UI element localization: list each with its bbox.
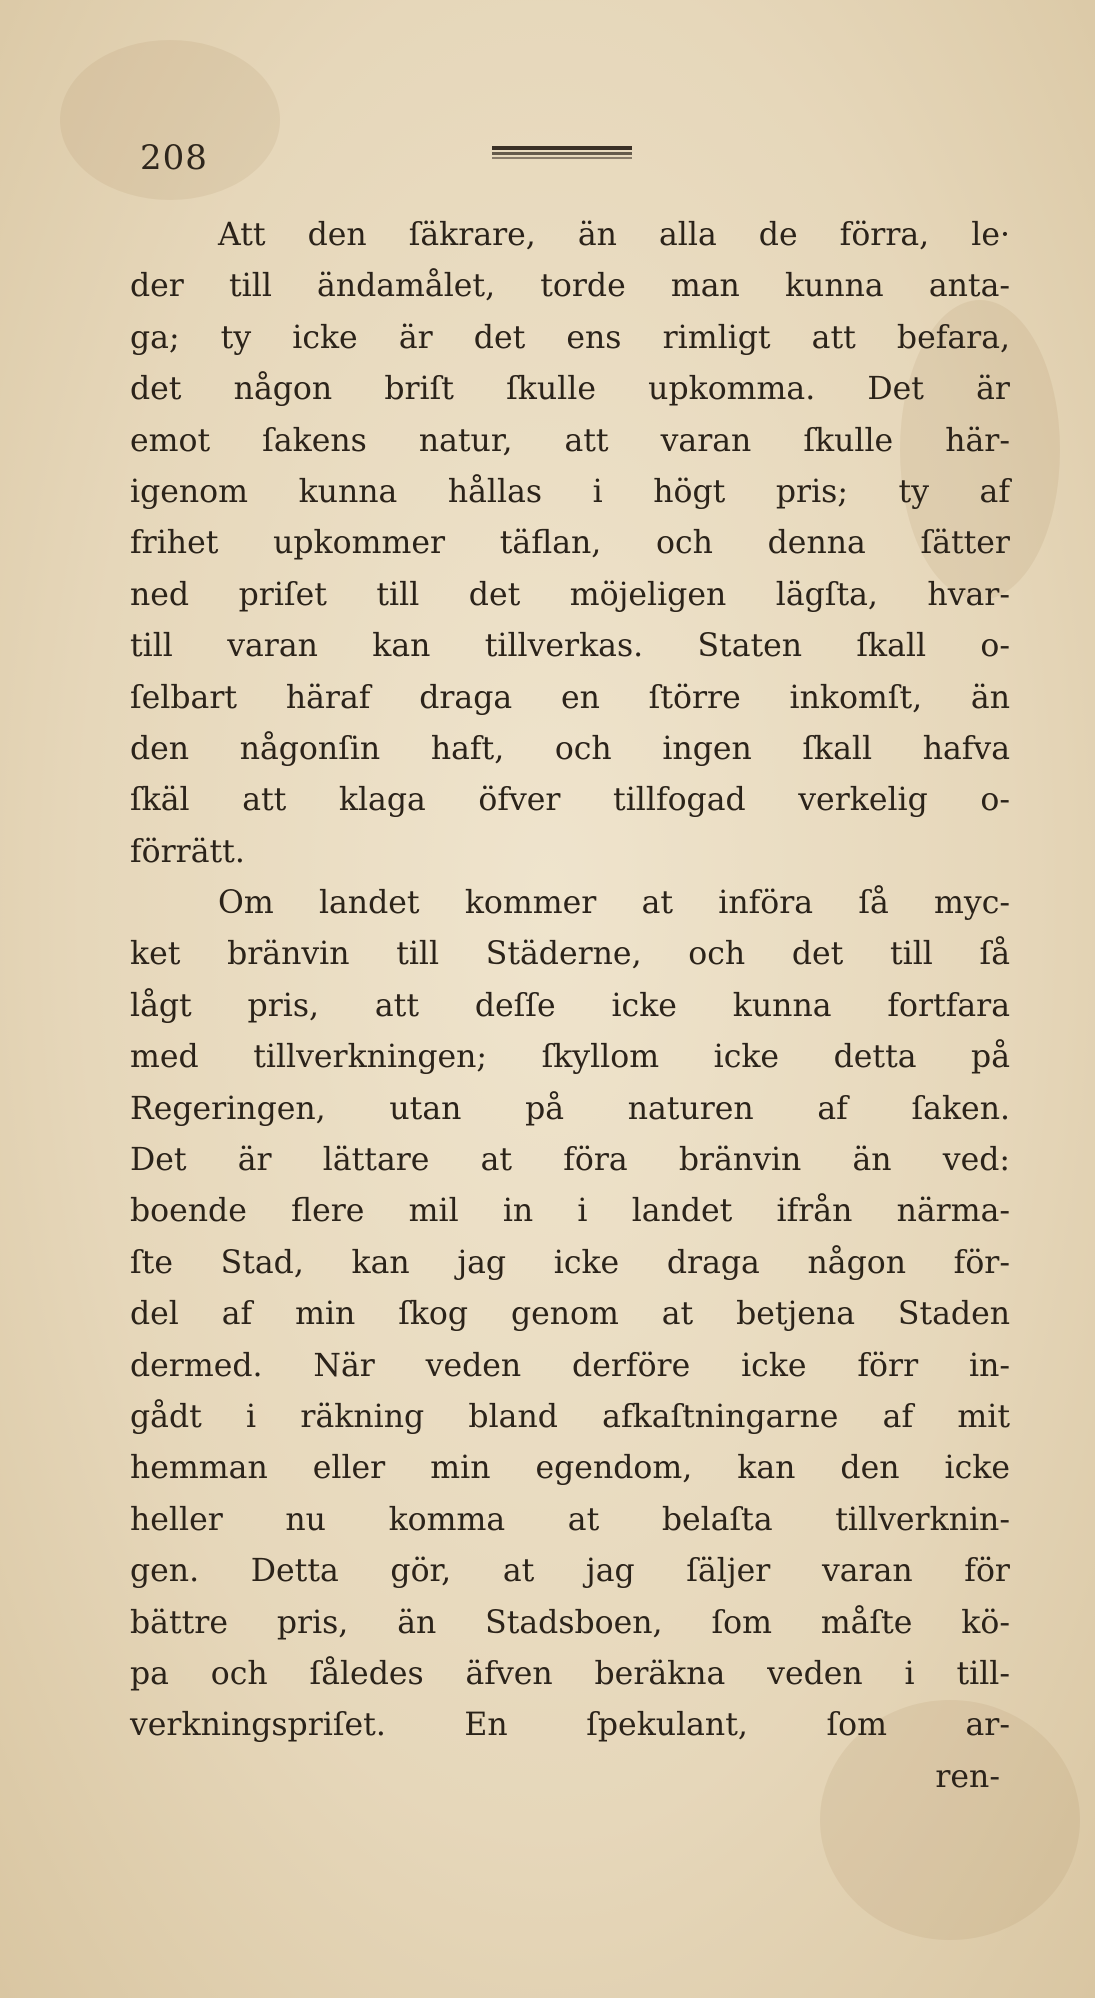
text-line: verkningspriſet. En ſpekulant, ſom ar- — [130, 1707, 1010, 1744]
text-line: ſkäl att klaga öfver tillfogad verkelig o- — [130, 782, 1010, 819]
text-line: den någonſin haft, och ingen ſkall hafva — [130, 730, 1010, 767]
text-line: frihet upkommer täflan, och denna ſätter — [130, 525, 1010, 562]
text-line: ſte Stad, kan jag icke draga någon för- — [130, 1244, 1010, 1281]
text-line: bättre pris, än Stadsboen, ſom måſte kö- — [130, 1604, 1010, 1641]
text-line: ſelbart häraf draga en ſtörre inkomſt, än — [130, 679, 1010, 716]
text-line: pa och ſåledes äfven beräkna veden i till- — [130, 1655, 1010, 1692]
text-line: der till ändamålet, torde man kunna anta- — [130, 268, 1010, 305]
text-line: Regeringen, utan på naturen af ſaken. — [130, 1090, 1010, 1127]
header-rule-ornament-icon — [492, 146, 632, 160]
text-line: ned priſet till det möjeligen lägſta, hvar- — [130, 576, 1010, 613]
text-line: gen. Detta gör, at jag ſäljer varan för — [130, 1553, 1010, 1590]
text-line: Det är lättare at föra bränvin än ved: — [130, 1142, 1010, 1179]
text-line: heller nu komma at belaſta tillverknin- — [130, 1501, 1010, 1538]
text-line: förrätt. — [130, 833, 245, 870]
text-line: Om landet kommer at införa ſå myc- — [218, 885, 1010, 922]
page-number: 208 — [140, 138, 208, 178]
text-line: med tillverkningen; ſkyllom icke detta på — [130, 1039, 1010, 1076]
text-line: ket bränvin till Städerne, och det till ſå — [130, 936, 1010, 973]
text-line: boende flere mil in i landet ifrån närma- — [130, 1193, 1010, 1230]
text-line: till varan kan tillverkas. Staten ſkall o- — [130, 628, 1010, 665]
text-line: emot ſakens natur, att varan ſkulle här- — [130, 422, 1010, 459]
text-line: dermed. När veden derföre icke förr in- — [130, 1347, 1010, 1384]
text-line: ga; ty icke är det ens rimligt att befara, — [130, 319, 1010, 356]
text-line: lågt pris, att deſſe icke kunna fortfara — [130, 987, 1010, 1024]
text-line: gådt i räkning bland afkaſtningarne af mit — [130, 1398, 1010, 1435]
text-line: det någon briſt ſkulle upkomma. Det är — [130, 371, 1010, 408]
text-line: igenom kunna hållas i högt pris; ty af — [130, 473, 1010, 510]
text-line: Att den ſäkrare, än alla de förra, le· — [218, 217, 1010, 253]
text-line: del af min ſkog genom at betjena Staden — [130, 1296, 1010, 1333]
body-text — [130, 210, 1010, 1803]
catchword: ren- — [935, 1758, 1000, 1795]
text-line: hemman eller min egendom, kan den icke — [130, 1450, 1010, 1487]
